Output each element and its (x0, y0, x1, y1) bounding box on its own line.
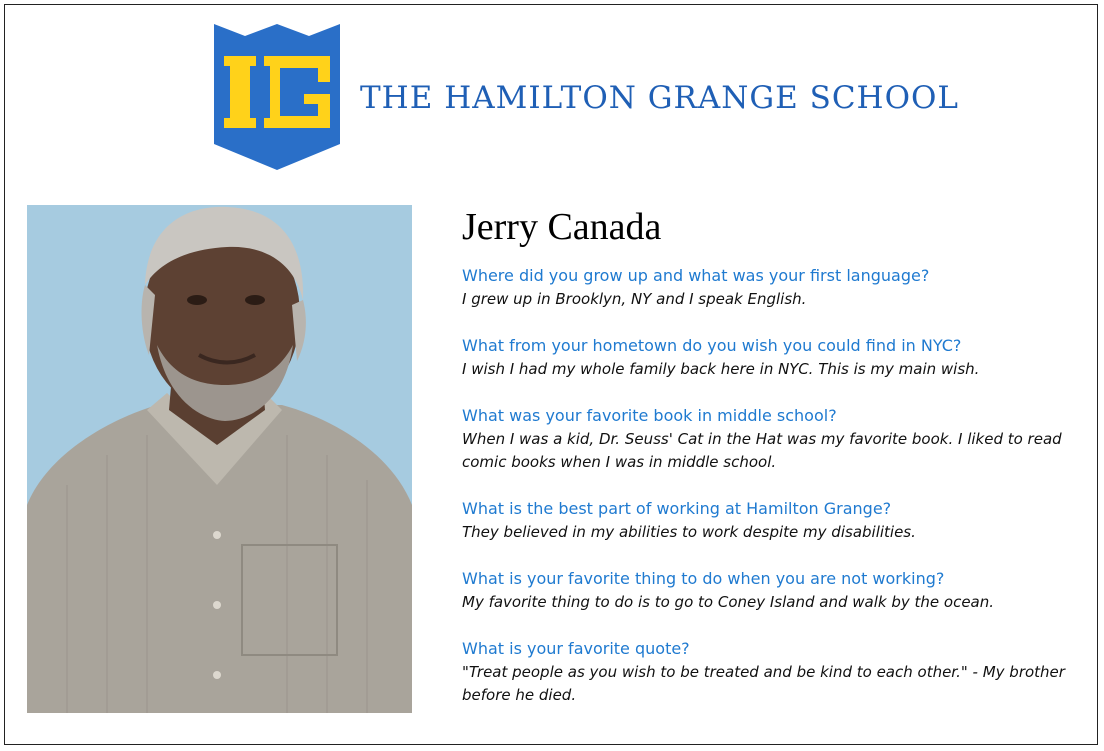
question: What was your favorite book in middle school? (462, 406, 837, 425)
school-logo-icon (212, 22, 342, 172)
answer: I grew up in Brooklyn, NY and I speak English. (462, 290, 807, 308)
qa-item (462, 637, 1082, 707)
question: What is your favorite thing to do when you are not working? (462, 569, 945, 588)
qa-item (462, 404, 1082, 474)
qa-item (462, 334, 1082, 381)
question: What from your hometown do you wish you could find in NYC? (462, 336, 962, 355)
answer: "Treat people as you wish to be treated and be kind to each other." - My brother before he died. (462, 663, 1065, 704)
question: What is the best part of working at Hamilton Grange? (462, 499, 892, 518)
school-name: THE HAMILTON GRANGE SCHOOL (360, 80, 960, 116)
question: Where did you grow up and what was your first language? (462, 266, 930, 285)
person-name: Jerry Canada (462, 206, 662, 248)
qa-item (462, 264, 1082, 311)
answer: When I was a kid, Dr. Seuss' Cat in the Hat was my favorite book. I liked to read comic books when I was in middle school. (462, 430, 1062, 471)
answer: My favorite thing to do is to go to Coney Island and walk by the ocean. (462, 593, 995, 611)
profile-content (462, 204, 1082, 730)
answer: I wish I had my whole family back here in NYC. This is my main wish. (462, 360, 980, 378)
question: What is your favorite quote? (462, 639, 690, 658)
staff-portrait-photo (27, 205, 412, 713)
answer: They believed in my abilities to work despite my disabilities. (462, 523, 916, 541)
qa-item (462, 497, 1082, 544)
qa-item (462, 567, 1082, 614)
